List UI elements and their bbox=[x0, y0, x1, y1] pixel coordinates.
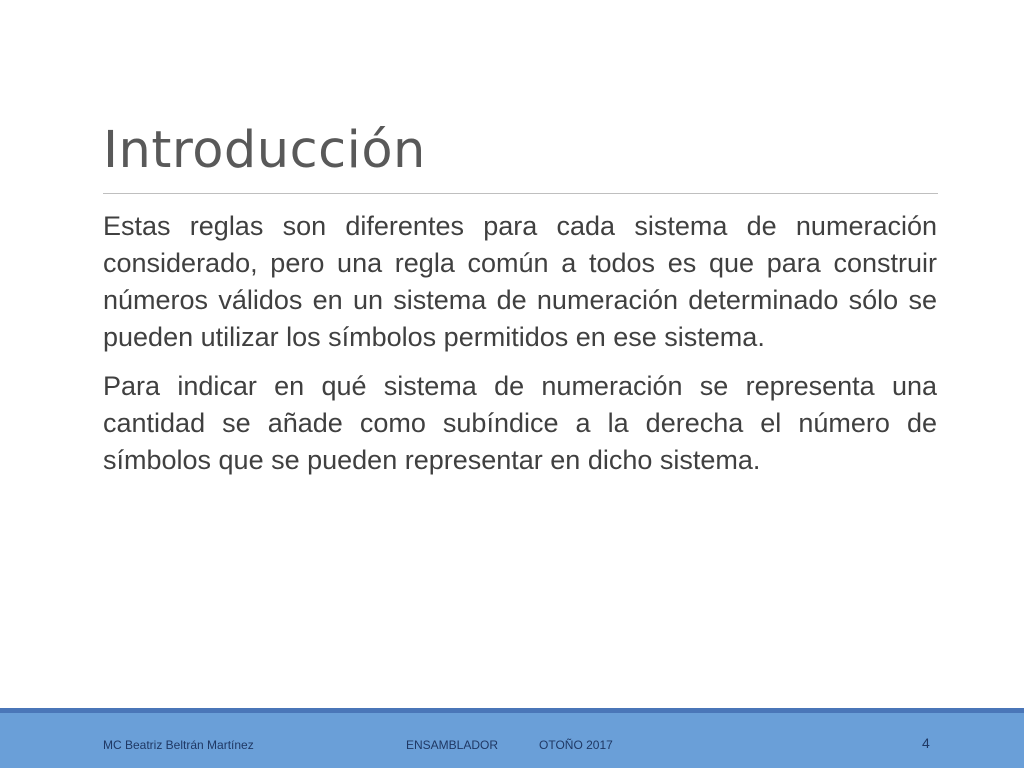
body-paragraph-2: Para indicar en qué sistema de numeración se representa una cantidad se añade como subíndice a la derecha el número de símbolos que se pueden representar en dicho sistema. bbox=[103, 371, 937, 475]
footer-course: ENSAMBLADOR bbox=[406, 738, 499, 752]
slide-title: Introducción bbox=[103, 121, 426, 180]
footer-author: MC Beatriz Beltrán Martínez bbox=[103, 738, 254, 752]
slide-number: 4 bbox=[922, 735, 930, 751]
slide-body bbox=[103, 208, 937, 491]
footer-term: OTOÑO 2017 bbox=[539, 738, 613, 752]
body-paragraph-1: Estas reglas son diferentes para cada sistema de numeración considerado, pero una regla común a todos es que para construir números válidos en un sistema de numeración determinado sólo se pueden utilizar los símbolos permitidos en ese sistema. bbox=[103, 211, 937, 352]
title-divider bbox=[103, 193, 938, 194]
